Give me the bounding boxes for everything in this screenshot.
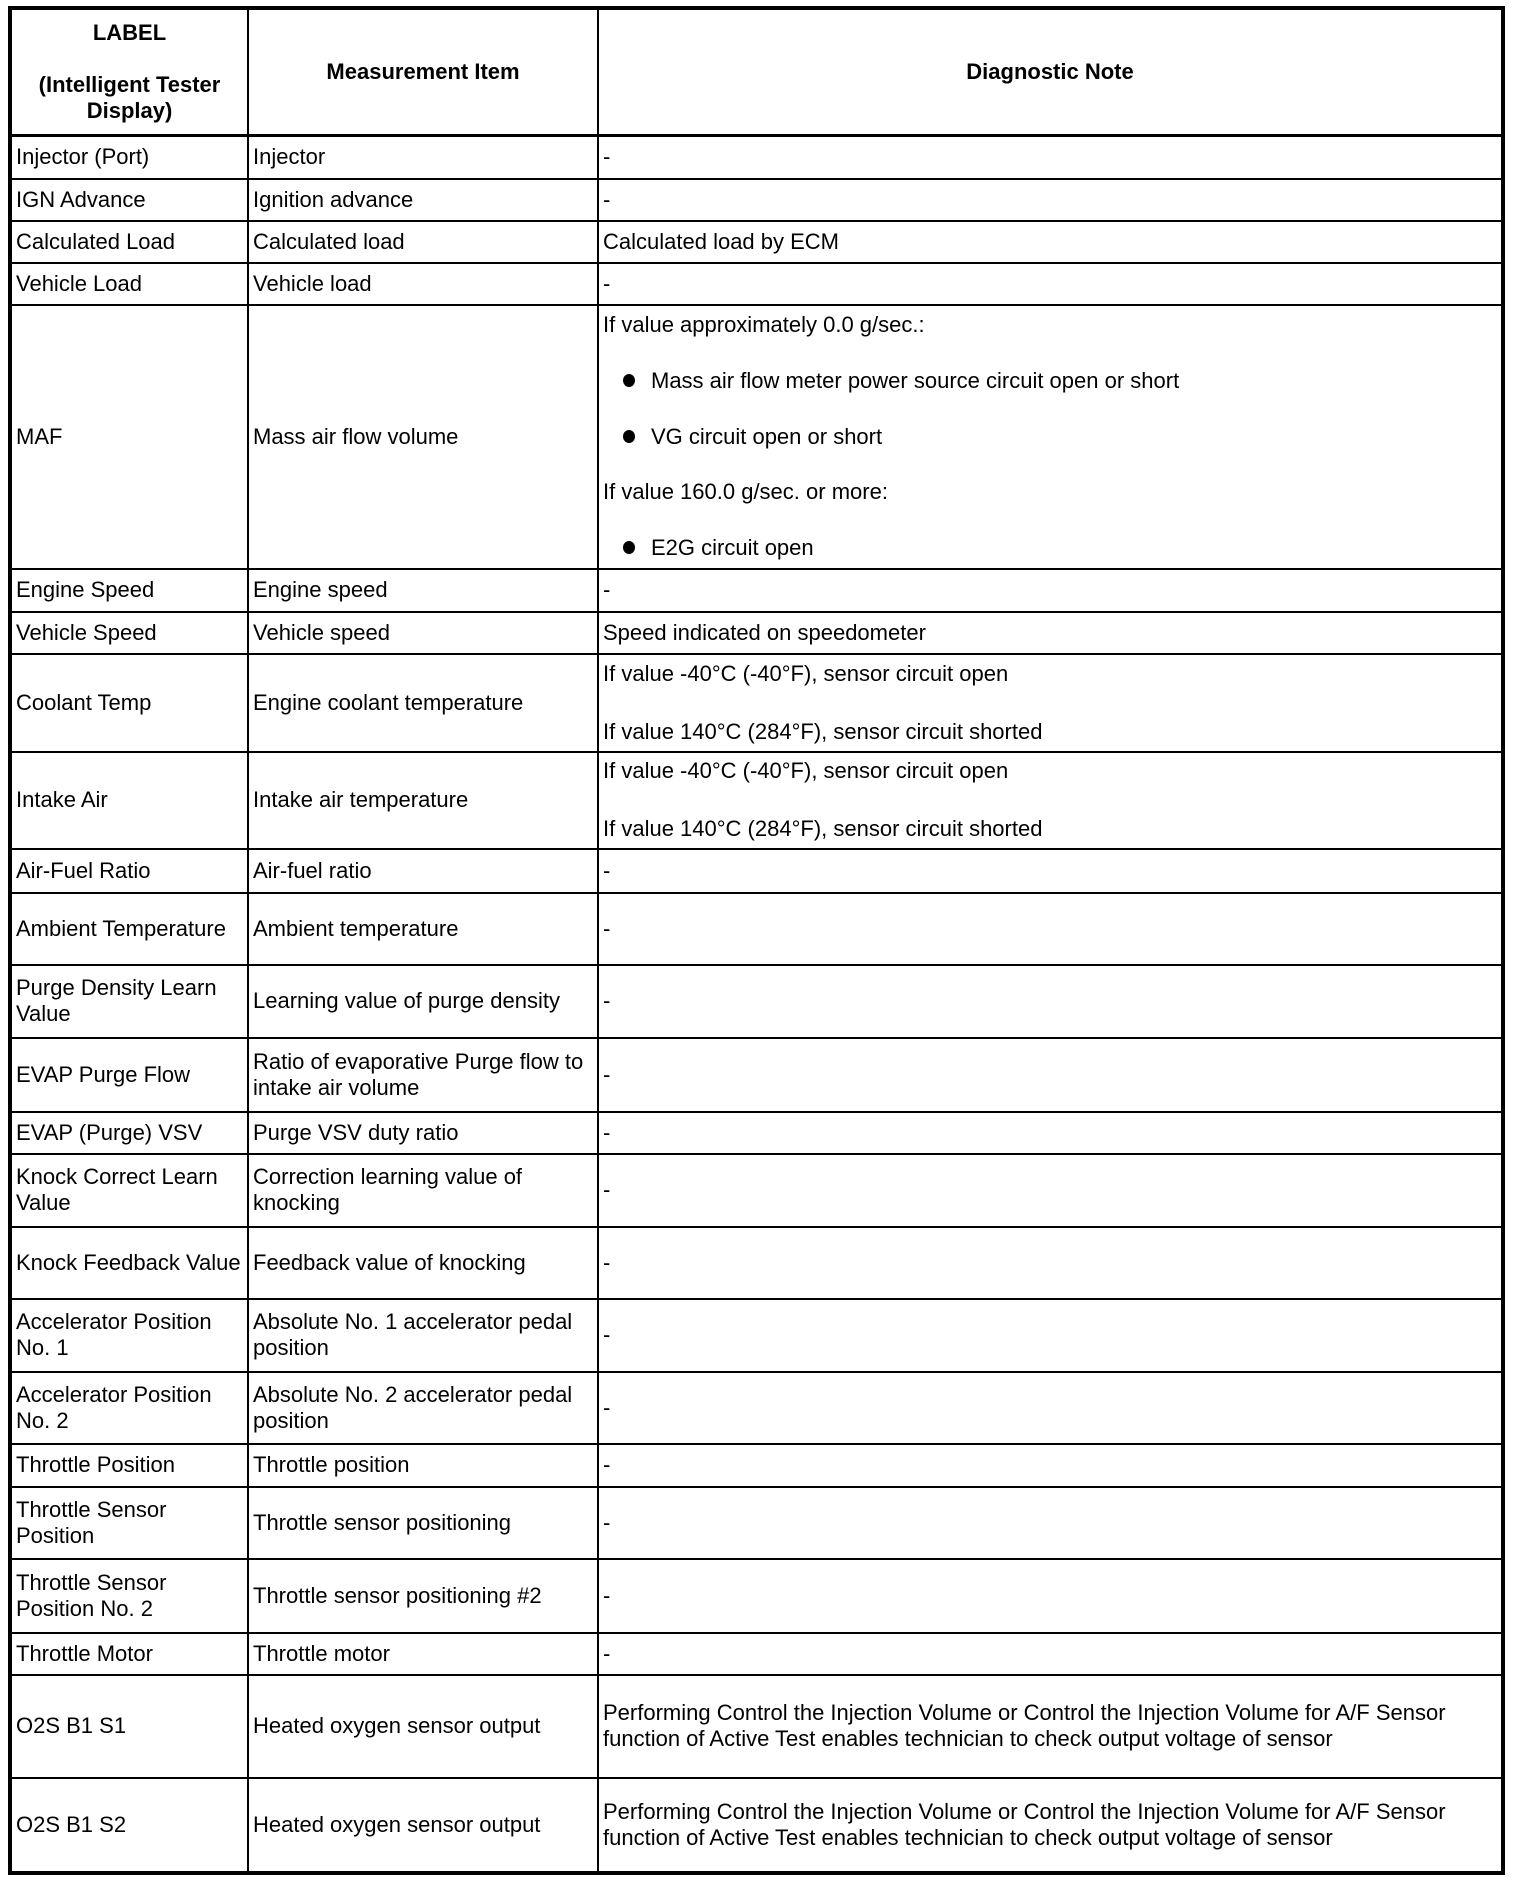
cell-item: Injector — [248, 136, 598, 179]
cell-item: Throttle position — [248, 1444, 598, 1487]
cell-item: Mass air flow volume — [248, 305, 598, 569]
table-row — [12, 1299, 1501, 1372]
table-row — [12, 1444, 1501, 1487]
table-row — [12, 1778, 1501, 1871]
cell-item: Engine speed — [248, 569, 598, 612]
data-list-table — [12, 10, 1501, 1871]
cell-label: Throttle Position — [12, 1444, 248, 1487]
cell-label: EVAP Purge Flow — [12, 1038, 248, 1112]
cell-label: Purge Density Learn Value — [12, 965, 248, 1038]
bullet-text: VG circuit open or short — [651, 423, 883, 449]
cell-label: Vehicle Speed — [12, 612, 248, 654]
cell-note: - — [598, 1372, 1501, 1444]
table-row — [12, 612, 1501, 654]
bullet-text: E2G circuit open — [651, 535, 814, 561]
cell-note: - — [598, 1038, 1501, 1112]
header-label-title: LABEL — [92, 20, 167, 46]
note-line: If value 140°C (284°F), sensor circuit shorted — [603, 816, 1043, 841]
cell-note — [598, 654, 1501, 752]
cell-note: - — [598, 849, 1501, 893]
cell-label: Air-Fuel Ratio — [12, 849, 248, 893]
cell-note: - — [598, 965, 1501, 1038]
cell-item: Intake air temperature — [248, 752, 598, 849]
cell-label: Knock Correct Learn Value — [12, 1154, 248, 1227]
cell-item: Ambient temperature — [248, 893, 598, 965]
header-label-subtitle: (Intelligent Tester Display) — [38, 72, 221, 123]
table-row — [12, 1633, 1501, 1675]
cell-label: Ambient Temperature — [12, 893, 248, 965]
cell-note: Performing Control the Injection Volume or Control the Injection Volume for A/F Sensor function of Active Test enables technician to check output voltage of sensor — [598, 1778, 1501, 1871]
bullet-text: Mass air flow meter power source circuit open or short — [651, 367, 1180, 393]
cell-label: IGN Advance — [12, 179, 248, 221]
cell-note — [598, 305, 1501, 569]
cell-note: - — [598, 136, 1501, 179]
cell-item: Learning value of purge density — [248, 965, 598, 1038]
cell-note: - — [598, 263, 1501, 305]
header-measurement-item: Measurement Item — [248, 10, 598, 136]
table-row — [12, 179, 1501, 221]
cell-label: Calculated Load — [12, 221, 248, 263]
table-row — [12, 654, 1501, 752]
note-line: If value 160.0 g/sec. or more: — [603, 479, 888, 505]
cell-item: Heated oxygen sensor output — [248, 1778, 598, 1871]
cell-label: Throttle Sensor Position No. 2 — [12, 1559, 248, 1633]
table-row — [12, 1154, 1501, 1227]
cell-note: - — [598, 1633, 1501, 1675]
cell-note: - — [598, 1112, 1501, 1154]
cell-note: - — [598, 1559, 1501, 1633]
cell-note: - — [598, 893, 1501, 965]
cell-label: Engine Speed — [12, 569, 248, 612]
cell-label: Accelerator Position No. 2 — [12, 1372, 248, 1444]
note-bullet-item — [603, 368, 1497, 394]
cell-item: Vehicle speed — [248, 612, 598, 654]
bullet-icon — [623, 374, 635, 387]
cell-item: Ratio of evaporative Purge flow to intake air volume — [248, 1038, 598, 1112]
cell-item: Calculated load — [248, 221, 598, 263]
table-row — [12, 1487, 1501, 1559]
cell-note: - — [598, 1154, 1501, 1227]
table-row — [12, 136, 1501, 179]
cell-label: O2S B1 S1 — [12, 1675, 248, 1778]
cell-label: Throttle Motor — [12, 1633, 248, 1675]
note-bullet-item — [603, 535, 1497, 561]
table-row — [12, 1372, 1501, 1444]
table-row — [12, 305, 1501, 569]
cell-note: - — [598, 1227, 1501, 1299]
table-row — [12, 1559, 1501, 1633]
table-row — [12, 965, 1501, 1038]
header-label — [12, 10, 248, 136]
note-line: If value approximately 0.0 g/sec.: — [603, 312, 925, 338]
cell-label: MAF — [12, 305, 248, 569]
bullet-icon — [623, 430, 635, 443]
cell-label: Knock Feedback Value — [12, 1227, 248, 1299]
table-row — [12, 1227, 1501, 1299]
cell-item: Ignition advance — [248, 179, 598, 221]
note-line: If value -40°C (-40°F), sensor circuit open — [603, 758, 1009, 784]
cell-label: Throttle Sensor Position — [12, 1487, 248, 1559]
cell-note: Speed indicated on speedometer — [598, 612, 1501, 654]
cell-note: - — [598, 569, 1501, 612]
table-row — [12, 569, 1501, 612]
cell-item: Heated oxygen sensor output — [248, 1675, 598, 1778]
cell-item: Throttle motor — [248, 1633, 598, 1675]
note-bullet-item — [603, 424, 1497, 450]
table-row — [12, 1112, 1501, 1154]
bullet-icon — [623, 541, 635, 554]
cell-item: Correction learning value of knocking — [248, 1154, 598, 1227]
cell-note: - — [598, 1487, 1501, 1559]
cell-note: Performing Control the Injection Volume or Control the Injection Volume for A/F Sensor function of Active Test enables technician to check output voltage of sensor — [598, 1675, 1501, 1778]
data-list-table-container — [8, 6, 1505, 1875]
cell-label: Intake Air — [12, 752, 248, 849]
cell-label: Vehicle Load — [12, 263, 248, 305]
cell-note: Calculated load by ECM — [598, 221, 1501, 263]
table-header-row — [12, 10, 1501, 136]
cell-label: O2S B1 S2 — [12, 1778, 248, 1871]
table-row — [12, 893, 1501, 965]
cell-label: Accelerator Position No. 1 — [12, 1299, 248, 1372]
cell-label: EVAP (Purge) VSV — [12, 1112, 248, 1154]
cell-item: Absolute No. 1 accelerator pedal position — [248, 1299, 598, 1372]
table-row — [12, 752, 1501, 849]
cell-item: Purge VSV duty ratio — [248, 1112, 598, 1154]
cell-item: Air-fuel ratio — [248, 849, 598, 893]
cell-label: Coolant Temp — [12, 654, 248, 752]
cell-note: - — [598, 1444, 1501, 1487]
cell-item: Engine coolant temperature — [248, 654, 598, 752]
cell-item: Throttle sensor positioning — [248, 1487, 598, 1559]
cell-item: Feedback value of knocking — [248, 1227, 598, 1299]
cell-item: Vehicle load — [248, 263, 598, 305]
cell-note — [598, 752, 1501, 849]
table-row — [12, 1038, 1501, 1112]
note-line: If value 140°C (284°F), sensor circuit shorted — [603, 718, 1043, 744]
table-row — [12, 1675, 1501, 1778]
note-line: If value -40°C (-40°F), sensor circuit open — [603, 660, 1009, 686]
cell-item: Throttle sensor positioning #2 — [248, 1559, 598, 1633]
cell-item: Absolute No. 2 accelerator pedal position — [248, 1372, 598, 1444]
cell-label: Injector (Port) — [12, 136, 248, 179]
header-diagnostic-note: Diagnostic Note — [598, 10, 1501, 136]
table-row — [12, 221, 1501, 263]
table-row — [12, 263, 1501, 305]
cell-note: - — [598, 1299, 1501, 1372]
table-row — [12, 849, 1501, 893]
cell-note: - — [598, 179, 1501, 221]
